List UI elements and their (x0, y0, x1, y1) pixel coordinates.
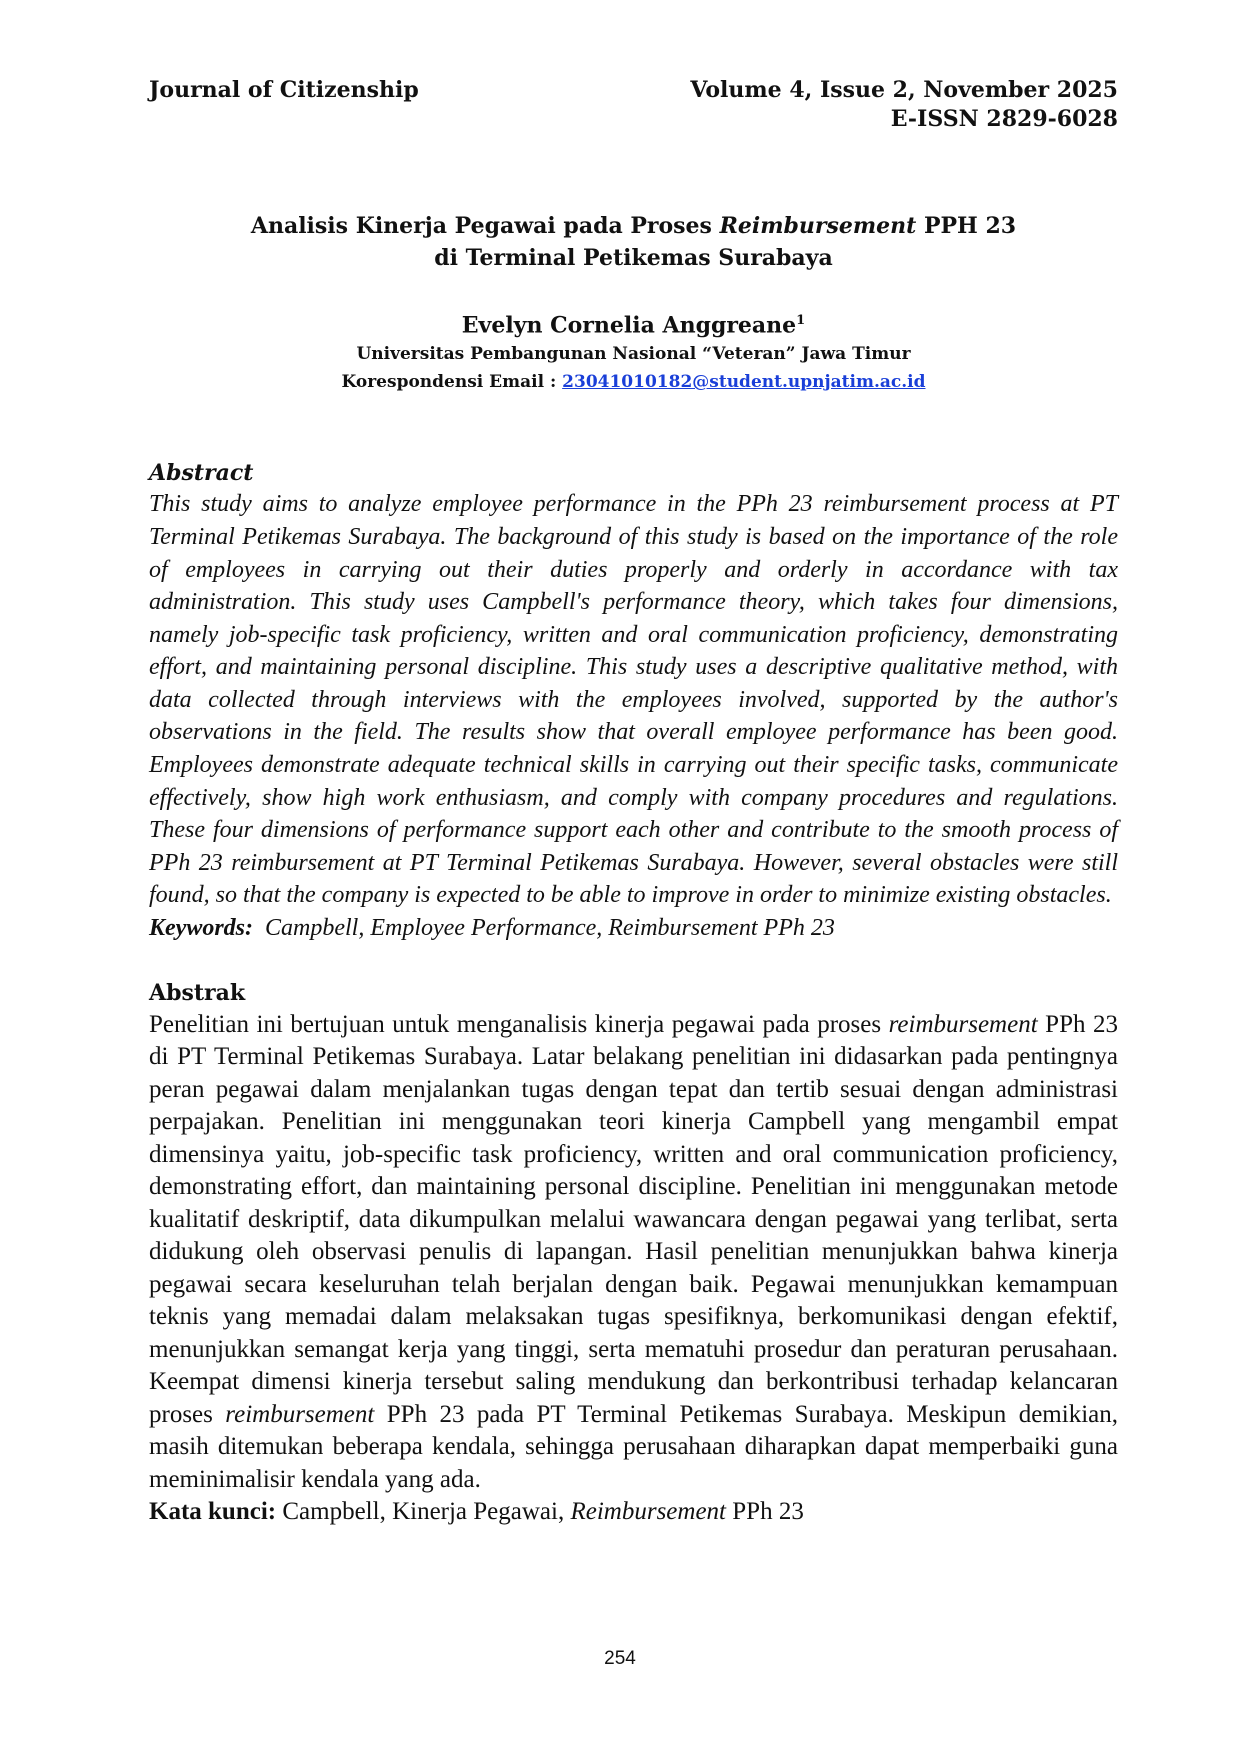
abstract-heading: Abstract (149, 460, 254, 487)
issn-info: E-ISSN 2829-6028 (890, 106, 1118, 132)
keywords-text: Campbell, Employee Performance, Reimbursement PPh 23 (265, 915, 835, 942)
abstrak-seg-3: PPh 23 di PT Terminal Petikemas Surabaya. Latar belakang penelitian ini didasarkan pada pentingnya peran pegawai dalam menjalankan tugas dengan tepat dan tertib sesuai dengan administrasi perpajakan. Penelitian ini menggunakan teori kinerja Campbell yang mengambil empat dimensinya yaitu, job-specific task proficiency, written and oral communication proficiency, demonstrating effort, dan maintaining personal discipline. Penelitian ini menggunakan metode kualitatif deskriptif, data dikumpulkan melalui wawancara dengan pegawai yang terlibat, serta didukung oleh observasi penulis di lapangan. Hasil penelitian menunjukkan bahwa kinerja pegawai secara keseluruhan telah berjalan dengan baik. Pegawai menunjukkan kemampuan teknis yang memadai dalam melaksakan tugas spesifiknya, berkomunikasi dengan efektif, menunjukkan semangat kerja yang tinggi, serta mematuhi prosedur dan peraturan perusahaan. Keempat dimensi kinerja tersebut saling mendukung dan berkontribusi terhadap kelancaran proses (149, 1010, 1118, 1428)
title-line-1 (149, 210, 1118, 242)
paper-title (149, 210, 1118, 274)
correspondence-email (149, 368, 1118, 396)
keywords-label: Keywords: (149, 915, 253, 942)
title-line-2: di Terminal Petikemas Surabaya (434, 245, 833, 271)
author-name-text: Evelyn Cornelia Anggreane (461, 312, 797, 339)
abstrak-seg-4: reimbursement (225, 1400, 375, 1428)
journal-name: Journal of Citizenship (149, 77, 419, 103)
page-number: 254 (604, 1648, 636, 1669)
abstrak-seg-1: Penelitian ini bertujuan untuk menganalisis kinerja pegawai pada proses (149, 1010, 889, 1038)
kata-kunci-em: Reimbursement (570, 1498, 727, 1526)
abstrak-seg-5: PPh 23 pada PT Terminal Petikemas Surabaya. Meskipun demikian, masih ditemukan beberapa kendala, sehingga perusahaan diharapkan dapat memperbaiki guna meminimalisir kendala yang ada. (149, 1400, 1118, 1493)
author-affiliation: Universitas Pembangunan Nasional “Veteran” Jawa Timur (356, 344, 911, 365)
abstrak-text (149, 1009, 1118, 1497)
volume-info: Volume 4, Issue 2, November 2025 (690, 77, 1118, 103)
abstract-text: This study aims to analyze employee performance in the PPh 23 reimbursement process at PT Terminal Petikemas Surabaya. The background of this study is based on the importance of the role of employees in carrying out their duties properly and orderly in accordance with tax administration. This study uses Campbell's performance theory, which takes four dimensions, namely job-specific task proficiency, written and oral communication proficiency, demonstrating effort, and maintaining personal discipline. This study uses a descriptive qualitative method, with data collected through interviews with the employees involved, supported by the author's observations in the field. The results show that overall employee performance has been good. Employees demonstrate adequate technical skills in carrying out their specific tasks, communicate effectively, show high work enthusiasm, and comply with company procedures and regulations. These four dimensions of performance support each other and contribute to the smooth process of PPh 23 reimbursement at PT Terminal Petikemas Surabaya. However, several obstacles were still found, so that the company is expected to be able to improve in order to minimize existing obstacles. (149, 491, 1118, 909)
kata-kunci-post: PPh 23 (726, 1498, 804, 1526)
abstrak-heading: Abstrak (149, 979, 246, 1006)
abstract-english (149, 458, 1118, 944)
author-name (149, 306, 1118, 340)
abstrak-seg-2: reimbursement (888, 1010, 1038, 1038)
running-header (149, 76, 1118, 134)
kata-kunci-line (149, 1496, 1118, 1529)
kata-kunci-pre: Campbell, Kinerja Pegawai, (276, 1498, 571, 1526)
author-block (149, 306, 1118, 396)
email-label: Korespondensi Email : (341, 372, 563, 393)
title-line-1-pre: Analisis Kinerja Pegawai pada Proses (250, 213, 720, 239)
email-link[interactable]: 23041010182@student.upnjatim.ac.id (562, 372, 926, 393)
title-line-1-em: Reimbursement (719, 213, 917, 239)
keywords-line (149, 912, 1118, 945)
author-superscript: 1 (796, 313, 806, 328)
title-line-1-post: PPH 23 (916, 213, 1017, 239)
issue-info (690, 76, 1118, 134)
kata-kunci-label: Kata kunci: (149, 1498, 277, 1526)
abstract-indonesian (149, 977, 1118, 1529)
